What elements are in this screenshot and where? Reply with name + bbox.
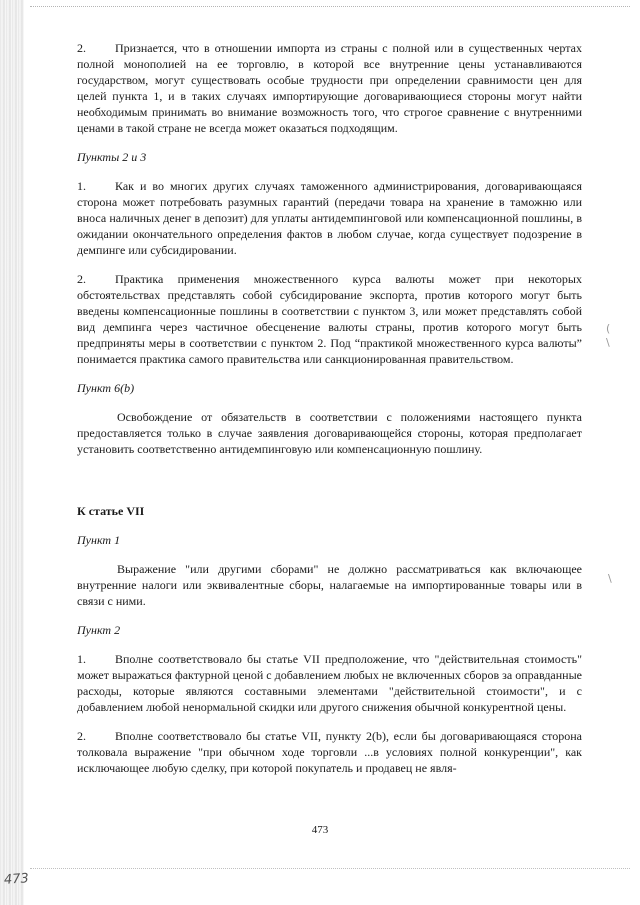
paragraph-other-charges: Выражение "или другими сборами" не должно рассматриваться как включающее внутренние налоги или эквивалентные сборы, налагаемые на импортированные товары или в связи с ними. (77, 562, 582, 608)
paragraph-actual-value (77, 651, 582, 715)
scan-bottom-line (30, 868, 630, 871)
scan-top-line (30, 6, 630, 9)
paragraph-number: 2. (77, 41, 86, 55)
paragraph-text: Как и во многих других случаях таможенного администрирования, договаривающаяся сторона может потребовать разумных гарантий (передачи товара на хранение в таможню или вноса наличных денег в депозит) для уплаты антидемпинговой или компенсационной пошлины, в ожидании окончательного определения фактов в любом случае, когда существует подозрение в демпинге или субсидировании. (77, 179, 582, 257)
paragraph-number: 1. (77, 652, 86, 666)
document-page (77, 40, 582, 789)
section-heading-item-6b: Пункт 6(b) (77, 381, 135, 395)
margin-mark: ( (606, 322, 611, 335)
paragraph-number: 1. (77, 179, 86, 193)
scan-binding-edge (0, 0, 24, 905)
paragraph-text: Вполне соответствовало бы статье VII, пункту 2(b), если бы договаривающаяся сторона толковала выражение "при обычном ходе торговли ...в условиях полной конкуренции", как исключающее любую сделку, при которой покупатель и продавец не явля- (77, 729, 582, 775)
paragraph-multiple-currency (77, 271, 582, 367)
paragraph-text: Практика применения множественного курса валюты может при некоторых обстоятельствах представлять собой субсидирование экспорта, против которого могут быть введены компенсационные пошлины в соответствии с пунктом 3, или может представлять собой вид демпинга через частичное обесценение валюты страны, против которого могут быть предприняты меры в соответствии с пунктом 2. Под “практикой множественного курса валюты” понимается практика самого правительства или санкционированная правительством. (77, 272, 582, 366)
section-heading-item-2: Пункт 2 (77, 623, 121, 637)
paragraph-number: 2. (77, 272, 86, 286)
article-heading-vii: К статье VII (77, 504, 145, 518)
paragraph-ordinary-trade (77, 728, 582, 776)
paragraph-text: Признается, что в отношении импорта из страны с полной или в существенных чертах полной монополией на ее торговлю, в которой все внутренние цены устанавливаются государством, могут существовать особые трудности при определении сравнимости цен для целей пункта 1, и в таких случаях импортирующие договаривающиеся стороны могут найти необходимым принимать во внимание возможность того, что строгое сравнение с внутренними ценами в такой стране не всегда может оказаться подходящим. (77, 41, 582, 135)
page-number: 473 (311, 824, 329, 836)
margin-mark: \ (606, 336, 610, 349)
paragraph-monopoly (77, 40, 582, 136)
section-heading-items-2-3: Пункты 2 и 3 (77, 150, 147, 164)
margin-mark: \ (608, 572, 612, 585)
handwritten-page-mark: 473 (3, 871, 30, 888)
paragraph-number: 2. (77, 729, 86, 743)
paragraph-exemption: Освобождение от обязательств в соответствии с положениями настоящего пункта предоставляется только в случае заявления договаривающейся стороны, которая предполагает установить соответственно антидемпинговую или компенсационную пошлину. (77, 410, 582, 456)
section-heading-item-1: Пункт 1 (77, 533, 121, 547)
paragraph-guarantees (77, 178, 582, 258)
paragraph-text: Вполне соответствовало бы статье VII предположение, что "действительная стоимость" может выражаться фактурной ценой с добавлением любых не включенных сборов за оправданные расходы, которые являются составными элементами "действительной стоимости", и с добавлением любой ненормальной скидки или другого снижения обычной конкурентной цены. (77, 652, 582, 714)
